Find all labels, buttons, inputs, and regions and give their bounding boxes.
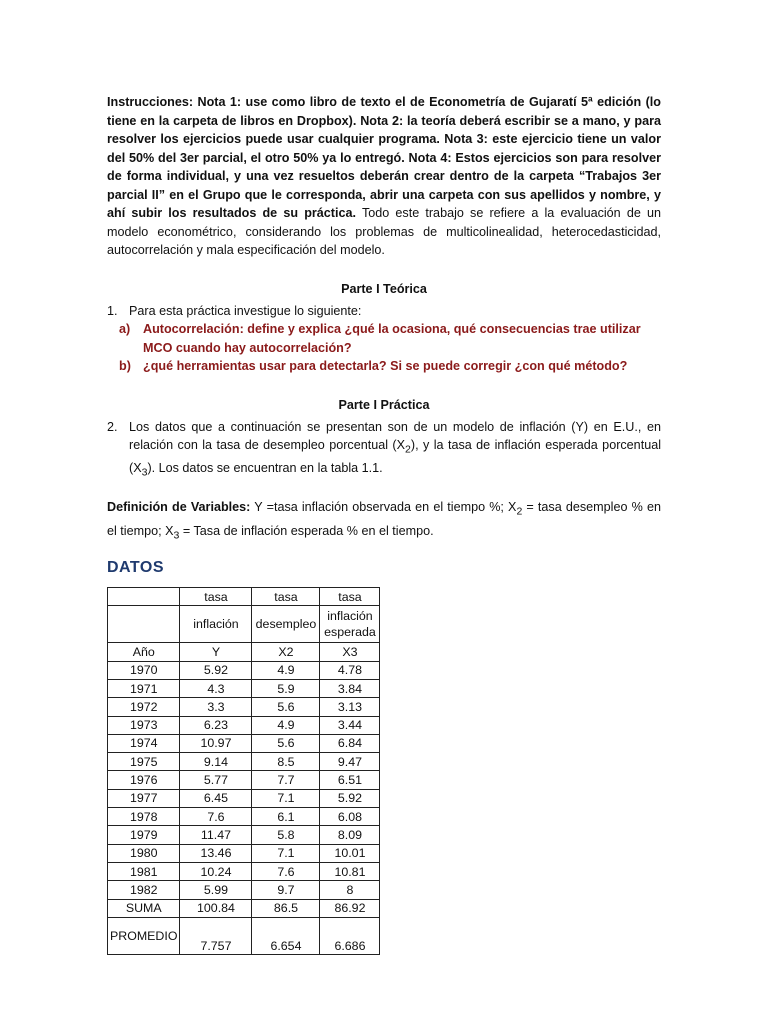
table-cell: 6.23: [180, 716, 252, 734]
table-cell: 1974: [108, 734, 180, 752]
table-cell: 9.14: [180, 753, 252, 771]
table-cell: 3.44: [320, 716, 380, 734]
table-cell: 6.08: [320, 808, 380, 826]
header-cell: inflación esperada: [320, 606, 380, 643]
question-text: [129, 418, 661, 483]
table-cell: 6.1: [252, 808, 320, 826]
promedio-row: [108, 917, 380, 954]
table-row: [108, 862, 380, 880]
table-cell: 11.47: [180, 826, 252, 844]
table-cell: 9.7: [252, 881, 320, 899]
table-cell: 5.8: [252, 826, 320, 844]
parte-teorica-title: Parte I Teórica: [341, 281, 427, 296]
table-cell: 8.5: [252, 753, 320, 771]
table-cell: 10.97: [180, 734, 252, 752]
header-row-1: [108, 588, 380, 606]
header-cell: Y: [180, 643, 252, 661]
header-row-2: [108, 606, 380, 643]
table-cell: 8.09: [320, 826, 380, 844]
subscript: 2: [405, 443, 411, 456]
table-row: [108, 753, 380, 771]
header-cell: X2: [252, 643, 320, 661]
instructions-summary: Todo este trabajo se refiere a la evaluación de un modelo econométrico, considerando los problemas de multicolinealidad, heterocedasticidad, autocorrelación y mala especificación del modelo.: [107, 206, 662, 257]
instructions-paragraph: [107, 93, 661, 260]
table-cell: 3.13: [320, 698, 380, 716]
table-cell: 5.6: [252, 698, 320, 716]
table-cell: 1976: [108, 771, 180, 789]
table-cell: 1982: [108, 881, 180, 899]
subscript: 3: [173, 529, 180, 542]
header-row-3: [108, 643, 380, 661]
header-cell: Año: [108, 643, 180, 661]
table-row: [108, 716, 380, 734]
datos-heading: DATOS: [107, 559, 165, 577]
table-row: [108, 789, 380, 807]
question-text-part: Los datos que a continuación se presentan son de un modelo de inflación (Y) en E.U., en relación con la tasa de desempleo porcentual (X: [129, 419, 661, 452]
definitions-label: Definición de Variables:: [107, 500, 251, 515]
table-row: [108, 808, 380, 826]
table-cell: 7.6: [180, 808, 252, 826]
table-cell: 5.92: [320, 789, 380, 807]
table-cell: 7.1: [252, 844, 320, 862]
table-row: [108, 771, 380, 789]
subquestion-label: a): [119, 322, 131, 336]
table-cell: 5.92: [180, 661, 252, 679]
table-cell: 1981: [108, 862, 180, 880]
table-cell: 6.51: [320, 771, 380, 789]
suma-row: [108, 899, 380, 917]
definitions-text: = Tasa de inflación esperada % en el tiempo.: [179, 523, 434, 538]
table-row: [108, 844, 380, 862]
table-cell: 7.6: [252, 862, 320, 880]
subscript: 2: [516, 505, 523, 518]
question-number: 2.: [107, 419, 118, 434]
table-cell: 1975: [108, 753, 180, 771]
table-cell: 3.3: [180, 698, 252, 716]
header-cell: tasa: [180, 588, 252, 606]
suma-cell: 86.92: [320, 899, 380, 917]
question-text-part: ), y la tasa de inflación esperada porcentual (X: [129, 438, 661, 476]
table-row: [108, 679, 380, 697]
header-cell: [108, 606, 180, 643]
question-item-1: [107, 302, 661, 321]
table-cell: 1973: [108, 716, 180, 734]
question-item-2: [107, 418, 661, 483]
table-cell: 13.46: [180, 844, 252, 862]
subscript: 3: [141, 466, 148, 479]
table-cell: 1977: [108, 789, 180, 807]
table-cell: 4.3: [180, 679, 252, 697]
promedio-cell: PROMEDIO: [108, 917, 180, 954]
question-text-part: ). Los datos se encuentran en la tabla 1.1.: [147, 461, 383, 476]
definitions-text: = tasa desempleo % en el tiempo; X: [107, 500, 661, 538]
variable-definitions: [107, 498, 661, 545]
table-cell: 10.01: [320, 844, 380, 862]
data-table-body: [108, 588, 380, 955]
subquestion-text: Autocorrelación: define y explica ¿qué la ocasiona, qué consecuencias trae utilizar MCO cuando hay autocorrelación?: [143, 322, 641, 355]
table-cell: 1979: [108, 826, 180, 844]
data-table: [107, 587, 380, 955]
subquestion-text: ¿qué herramientas usar para detectarla? Si se puede corregir ¿con qué método?: [143, 359, 628, 373]
promedio-cell: 6.686: [320, 917, 380, 954]
table-cell: 5.77: [180, 771, 252, 789]
header-cell: desempleo: [252, 606, 320, 643]
promedio-cell: 7.757: [180, 917, 252, 954]
table-cell: 7.7: [252, 771, 320, 789]
table-cell: 10.24: [180, 862, 252, 880]
header-cell: tasa: [320, 588, 380, 606]
table-cell: 1972: [108, 698, 180, 716]
subquestion-b: [107, 357, 661, 376]
table-row: [108, 698, 380, 716]
table-cell: 4.9: [252, 716, 320, 734]
table-cell: 6.45: [180, 789, 252, 807]
table-cell: 8: [320, 881, 380, 899]
promedio-cell: 6.654: [252, 917, 320, 954]
table-cell: 4.78: [320, 661, 380, 679]
table-cell: 4.9: [252, 661, 320, 679]
suma-cell: SUMA: [108, 899, 180, 917]
question-number: 1.: [107, 303, 118, 318]
table-cell: 9.47: [320, 753, 380, 771]
suma-cell: 100.84: [180, 899, 252, 917]
header-cell: tasa: [252, 588, 320, 606]
header-cell: X3: [320, 643, 380, 661]
table-cell: 5.6: [252, 734, 320, 752]
table-cell: 1978: [108, 808, 180, 826]
table-row: [108, 881, 380, 899]
table-row: [108, 661, 380, 679]
table-cell: 6.84: [320, 734, 380, 752]
table-cell: 7.1: [252, 789, 320, 807]
table-row: [108, 734, 380, 752]
subquestion-a: [107, 320, 661, 357]
question-text: Para esta práctica investigue lo siguiente:: [129, 303, 362, 318]
table-cell: 1980: [108, 844, 180, 862]
table-cell: 1971: [108, 679, 180, 697]
table-cell: 5.99: [180, 881, 252, 899]
suma-cell: 86.5: [252, 899, 320, 917]
header-cell: [108, 588, 180, 606]
parte-practica-title: Parte I Práctica: [338, 397, 430, 412]
instructions-notes: Instrucciones: Nota 1: use como libro de texto el de Econometría de Gujaratí 5ª edición (lo tiene en la carpeta de libros en Dropbox). Nota 2: la teoría deberá escribir se a mano, y para resolver los ejercicios puede usar cualquier programa. Nota 3: este ejercicio tiene un valor del 50% del 3er parcial, el otro 50% ya lo entregó. Nota 4: Estos ejercicios son para resolver de forma individual, y una vez resueltos deberán crear dentro de la carpeta “Trabajos 3er parcial II” en el Grupo que le corresponda, abrir una carpeta con sus apellidos y nombre, y ahí subir los resultados de su práctica.: [107, 95, 661, 220]
table-cell: 1970: [108, 661, 180, 679]
subquestion-label: b): [119, 359, 131, 373]
header-cell: inflación: [180, 606, 252, 643]
table-cell: 3.84: [320, 679, 380, 697]
table-row: [108, 826, 380, 844]
document-page: [107, 93, 661, 955]
table-cell: 5.9: [252, 679, 320, 697]
definitions-text: Y =tasa inflación observada en el tiempo %; X: [250, 500, 517, 515]
table-cell: 10.81: [320, 862, 380, 880]
